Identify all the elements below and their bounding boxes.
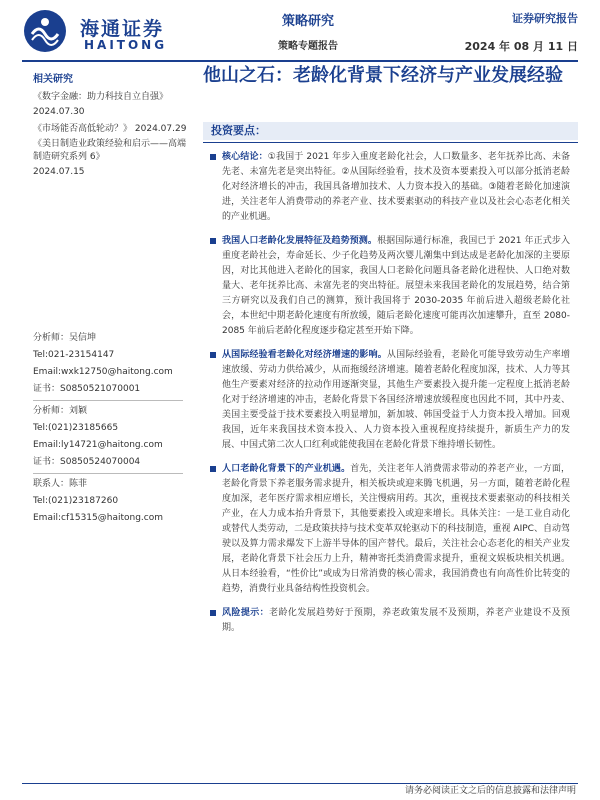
analyst-tel: Tel:(021)23185665 — [33, 423, 119, 433]
key-point — [210, 234, 570, 339]
report-subcategory: 策略专题报告 — [278, 41, 338, 52]
analyst-name: 分析师：吴信坤 — [33, 333, 97, 343]
bullet-square-icon — [210, 352, 216, 358]
analyst-card — [33, 476, 193, 527]
analyst-card — [33, 330, 193, 398]
report-category-block — [258, 10, 358, 52]
analyst-contacts — [33, 330, 193, 527]
key-point-text: ①我国于 2021 年步入重度老龄化社会，人口数量多、老年抚养比高、未备先老、未富先老是突出特征。②从国际经验看，技术及资本要素投入可以部分抵消老龄化对经济增长的冲击，我国具备增加技术、人力资本投入的基础。③随着老龄化加速演进，关注老年人消费带动的养老产业、技术要素驱动的科技产业以及社会心态老化相关的产业机遇。 — [222, 152, 570, 222]
analyst-email[interactable]: Email:cf15315@haitong.com — [33, 513, 164, 523]
related-item-title: 《数字金融：助力科技自立自强》 — [33, 92, 169, 102]
bullet-square-icon — [210, 154, 216, 160]
related-item-title: 《市场能否高低轮动？》 2024.07.29 — [33, 124, 187, 134]
related-item[interactable] — [33, 123, 193, 136]
bullet-square-icon — [210, 238, 216, 244]
related-title: 相关研究 — [33, 74, 73, 85]
logo-chinese: 海通证券 — [80, 18, 165, 40]
key-point-text: 老龄化发展趋势好于预期，养老政策发展不及预期，养老产业建设不及预期。 — [222, 608, 570, 633]
disclaimer-footer: 请务必阅读正文之后的信息披露和法律声明 — [404, 786, 576, 796]
logo-english: HAITONG — [84, 38, 168, 52]
key-point-lead: 从国际经验看老龄化对经济增速的影响。 — [222, 350, 387, 360]
report-header — [0, 0, 600, 60]
related-research — [33, 70, 193, 183]
analyst-name: 分析师：刘颖 — [33, 406, 88, 416]
key-point — [210, 606, 570, 636]
analyst-email[interactable]: Email:wxk12750@haitong.com — [33, 367, 173, 377]
analyst-tel: Tel:(021)23187260 — [33, 496, 119, 506]
related-item-date: 2024.07.30 — [33, 107, 85, 117]
key-point — [210, 462, 570, 597]
key-point — [210, 150, 570, 225]
page-title: 他山之石：老龄化背景下经济与产业发展经验 — [203, 65, 563, 86]
report-date: 2024 年 08 月 11 日 — [464, 40, 578, 53]
haitong-logo-icon — [22, 8, 68, 54]
related-item[interactable] — [33, 138, 193, 179]
bullet-square-icon — [210, 610, 216, 616]
analyst-tel: Tel:021-23154147 — [33, 350, 115, 360]
related-item-date: 2024.07.15 — [33, 167, 85, 177]
key-point-lead: 核心结论： — [222, 152, 268, 162]
analyst-card — [33, 403, 193, 471]
analyst-cert: 证书：S0850524070004 — [33, 457, 141, 467]
key-point — [210, 348, 570, 453]
summary-heading: 投资要点： — [203, 122, 578, 140]
analyst-name: 联系人：陈菲 — [33, 479, 88, 489]
key-point-text: 从国际经验看，老龄化可能导致劳动生产率增速放缓、劳动力供给减少，从而拖缓经济增速。随着老龄化程度加深，技术、人力等其他生产要素对经济的拉动作用逐渐突显，其他生产要素投入提升能一定程度上抵消老龄化对于经济增速的冲击，老龄化背景下各国经济增速放缓程度也因此不同，其中丹麦、美国主要受益于技术要素投入明显增加，新加坡、韩国受益于人力资本投入增加。回观我国，近年来我国技术资本投入、人力资本投入重视程度持续提升，新质生产力的发展、中国式第二次人口红利或能使我国在老龄化背景下维持增长韧性。 — [222, 350, 570, 450]
related-item[interactable] — [33, 91, 193, 119]
analyst-cert: 证书：S0850521070001 — [33, 384, 141, 394]
key-point-lead: 风险提示： — [222, 608, 270, 618]
haitong-logo — [22, 8, 197, 54]
analyst-divider — [33, 473, 183, 474]
key-point-text: 首先，关注老年人消费需求带动的养老产业，一方面，老龄化背景下养老服务需求提升，相关板块或迎来腾飞机遇，另一方面，随着老龄化程度加深，老年医疗需求相应增长，关注慢病用药。其次，重视技术要素驱动的科技相关产业，在人力成本抬升背景下，其他要素投入或迎来增长。具体关注：一是工业自动化或替代人类劳动，二是政策扶持与技术变革双轮驱动下的科技制造，重视 AIPC、自动驾驶以及算力需求爆发下上游半导体的国产替代。最后，关注社会心态老化的相关产业发展，老龄化背景下社会压力上升，精神寄托类消费需求提升，重视文娱板块相关机遇。从日本经验看，“性价比”或成为日常消费的核心需求，我国消费也有向高性价比转变的趋势，消费行业具备结构性投资机会。 — [222, 464, 570, 594]
related-item-title: 《美日制造业政策经验和启示——高端制造研究系列 6》 — [33, 139, 187, 162]
key-point-lead: 我国人口老龄化发展特征及趋势预测。 — [222, 236, 378, 246]
bullet-square-icon — [210, 466, 216, 472]
report-meta — [465, 10, 578, 54]
analyst-divider — [33, 400, 183, 401]
summary-divider — [203, 142, 578, 143]
analyst-email[interactable]: Email:ly14721@haitong.com — [33, 440, 163, 450]
key-point-lead: 人口老龄化背景下的产业机遇。 — [222, 464, 351, 474]
report-category: 策略研究 — [281, 14, 334, 29]
key-point-text: 根据国际通行标准，我国已于 2021 年正式步入重度老龄社会，寿命延长、少子化趋势及两次婴儿潮集中到达成是老龄化加深的主要原因，对比其他进入老龄化的国家，我国人口老龄化问题具备老龄化进程快、人口绝对数量大、老年抚养比高、未富先老的突出特征。展望未来我国老龄化的发展趋势，结合第三方研究以及我们自己的测算，预计我国将于 2030-2035 年前后进入超级老龄化社会，本世纪中期老龄化速度有所放缓，随后老龄化速度可能再次加速攀升，直至 2080-2085 年前后老龄化程度逐步稳定甚至开始下降。 — [222, 236, 570, 336]
report-type: 证券研究报告 — [512, 12, 578, 25]
key-points — [210, 150, 570, 645]
